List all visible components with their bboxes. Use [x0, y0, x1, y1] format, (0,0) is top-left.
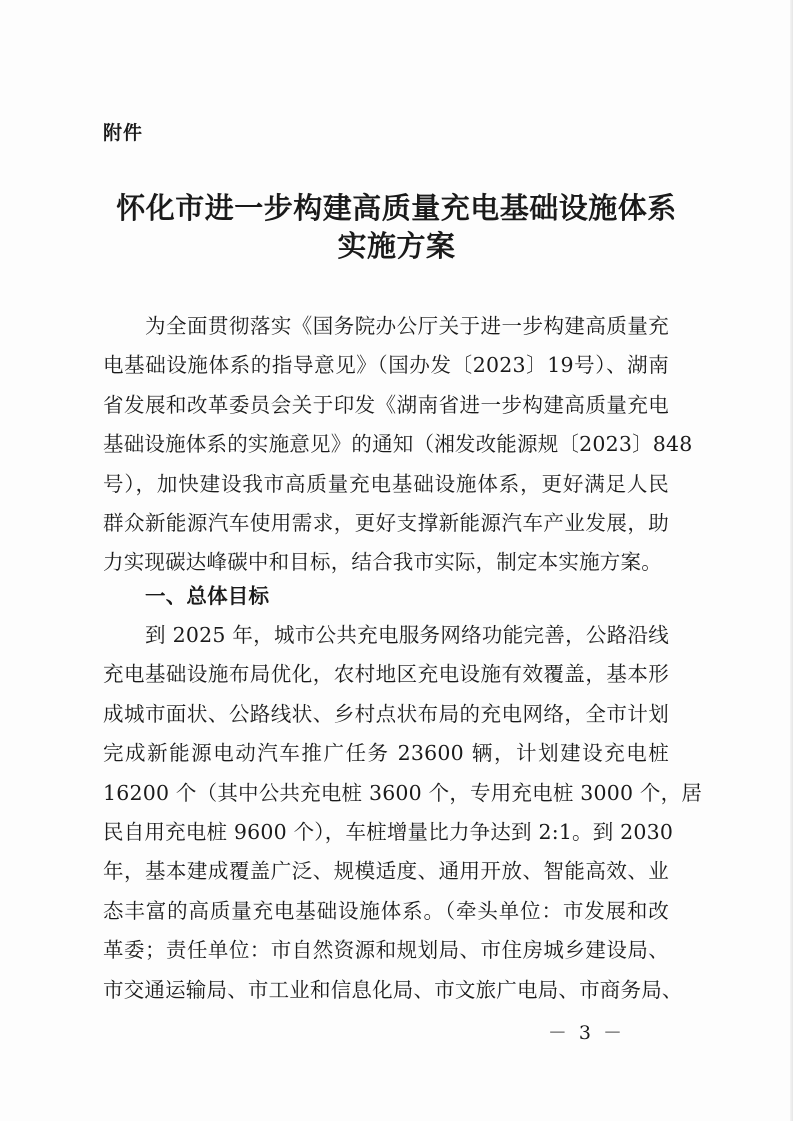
page-number: － 3 －	[547, 1022, 625, 1044]
section-heading-block	[103, 577, 669, 616]
text-line: 16200 个（其中公共充电桩 3600 个，专用充电桩 3000 个，居	[103, 780, 703, 805]
text-line: 成城市面状、公路线状、乡村点状布局的充电网络，全市计划	[103, 701, 669, 726]
text-line: 省发展和改革委员会关于印发《湖南省进一步构建高质量充电	[103, 392, 669, 417]
goal-paragraph	[103, 616, 703, 1010]
text-line: 电基础设施体系的指导意见》（国办发〔2023〕19号）、湖南	[103, 353, 669, 378]
attachment-label: 附件	[103, 122, 144, 144]
text-line: 民自用充电桩 9600 个），车桩增量比力争达到 2:1。到 2030	[103, 819, 674, 844]
text-line: 力实现碳达峰碳中和目标，结合我市实际，制定本实施方案。	[103, 550, 662, 575]
text-line: 革委；责任单位：市自然资源和规划局、市住房城乡建设局、	[103, 938, 669, 963]
text-line: 为全面贯彻落实《国务院办公厅关于进一步构建高质量充	[145, 314, 669, 338]
section-heading: 一、总体目标	[145, 584, 270, 608]
text-line: 基础设施体系的实施意见》的通知（湘发改能源规〔2023〕848	[103, 432, 693, 457]
intro-paragraph	[103, 307, 693, 583]
text-line: 群众新能源汽车使用需求，更好支撑新能源汽车产业发展，助	[103, 510, 669, 535]
text-line: 态丰富的高质量充电基础设施体系。（牵头单位：市发展和改	[103, 898, 669, 923]
text-line: 完成新能源电动汽车推广任务 23600 辆，计划建设充电桩	[103, 741, 669, 766]
text-line: 市交通运输局、市工业和信息化局、市文旅广电局、市商务局、	[103, 977, 683, 1002]
document-title-line-2: 实施方案	[337, 229, 456, 263]
text-line: 年，基本建成覆盖广泛、规模适度、通用开放、智能高效、业	[103, 859, 669, 884]
document-title-line-1: 怀化市进一步构建高质量充电基础设施体系	[116, 191, 677, 225]
text-line: 充电基础设施布局优化，农村地区充电设施有效覆盖，基本形	[103, 662, 669, 687]
text-line: 号），加快建设我市高质量充电基础设施体系，更好满足人民	[103, 471, 669, 496]
text-line: 到 2025 年，城市公共充电服务网络功能完善，公路沿线	[145, 623, 669, 647]
